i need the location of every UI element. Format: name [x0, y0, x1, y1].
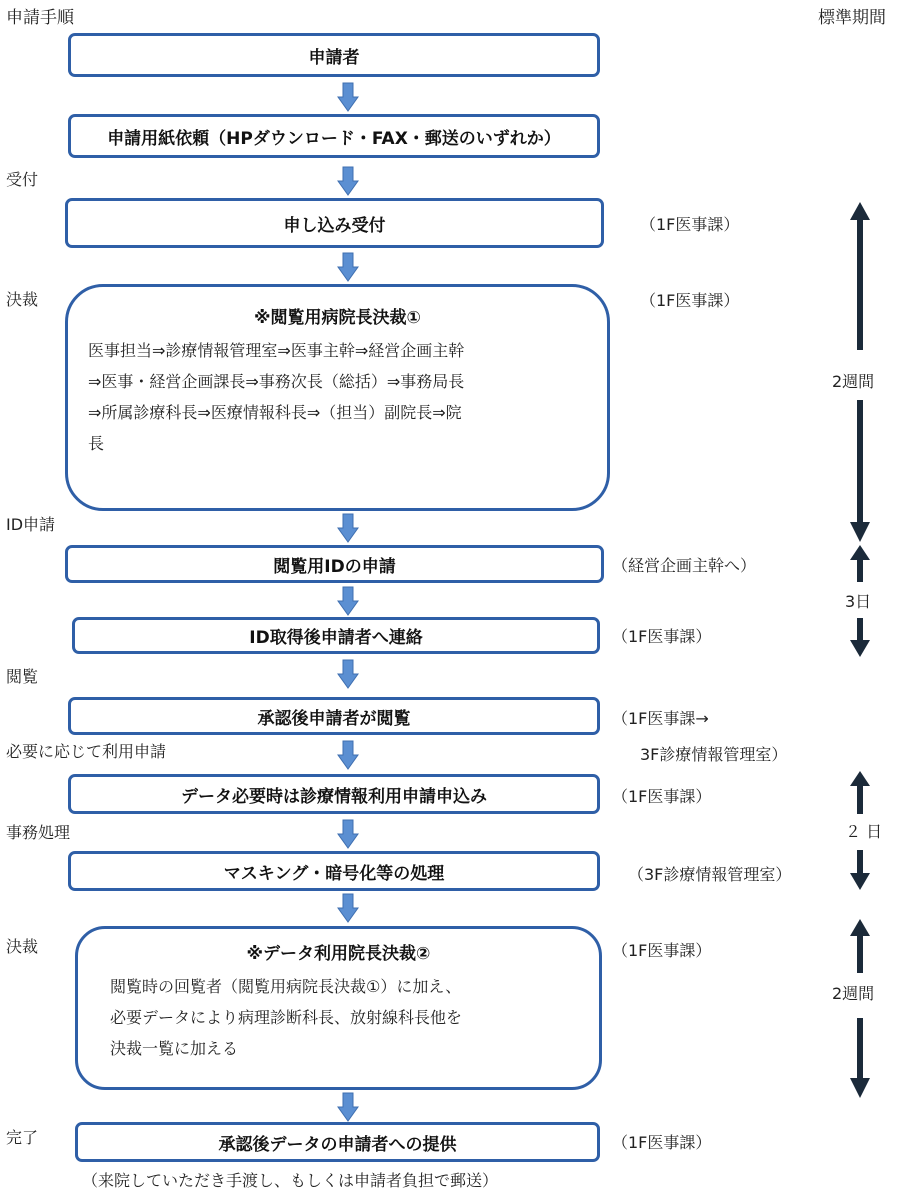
step-id-notify: ID取得後申請者へ連絡 [72, 617, 600, 654]
period-label-2-days: ２ 日 [845, 822, 883, 841]
flow-arrow-6 [337, 659, 359, 689]
stage-label-approval-2: 決裁 [6, 937, 39, 956]
dept-note: （3F診療情報管理室） [628, 865, 792, 884]
period-label-3-days: 3日 [845, 592, 872, 611]
approval-1-line: 長 [88, 434, 105, 453]
period-arrow-down [850, 400, 870, 542]
period-arrow-up [850, 545, 870, 582]
stage-label-approval-1: 決裁 [6, 290, 39, 309]
dept-note: （1F医事課→ [612, 709, 709, 728]
stage-label-viewing: 閲覧 [6, 667, 39, 686]
flow-arrow-2 [337, 166, 359, 196]
step-form-request: 申請用紙依頼（HPダウンロード・FAX・郵送のいずれか） [68, 114, 600, 158]
dept-note: （1F医事課） [612, 787, 712, 806]
flow-arrow-5 [337, 586, 359, 616]
period-label-2-weeks: 2週間 [832, 984, 875, 1003]
approval-1-line: ⇒医事・経営企画課長⇒事務次長（総括）⇒事務局長 [88, 372, 465, 391]
dept-note: （1F医事課） [612, 627, 712, 646]
stage-label-complete: 完了 [6, 1128, 39, 1147]
procedure-header: 申請手順 [6, 8, 74, 28]
delivery-footnote: （来院していただき手渡し、もしくは申請者負担で郵送） [82, 1171, 499, 1190]
stage-label-usage-application: 必要に応じて利用申請 [6, 742, 167, 761]
period-arrow-up [850, 771, 870, 814]
approval-2-box [75, 926, 602, 1090]
step-data-provision: 承認後データの申請者への提供 [75, 1122, 600, 1162]
period-arrow-down [850, 1018, 870, 1098]
approval-2-title: ※データ利用院長決裁② [246, 944, 431, 964]
period-arrows-2-weeks-b [840, 918, 880, 1100]
dept-note: （1F医事課） [612, 1133, 712, 1152]
period-arrow-up [850, 202, 870, 350]
period-header: 標準期間 [818, 8, 886, 28]
flow-arrow-8 [337, 819, 359, 849]
dept-note: （1F医事課） [612, 941, 712, 960]
dept-note: （1F医事課） [640, 291, 740, 310]
period-arrow-down [850, 850, 870, 890]
stage-label-id-application: ID申請 [6, 515, 56, 534]
step-data-request: データ必要時は診療情報利用申請申込み [68, 774, 600, 814]
approval-1-line: ⇒所属診療科長⇒医療情報科長⇒（担当）副院長⇒院 [88, 403, 462, 422]
approval-1-line: 医事担当⇒診療情報管理室⇒医事主幹⇒経営企画主幹 [88, 341, 465, 360]
approval-2-line: 必要データにより病理診断科長、放射線科長他を [110, 1008, 463, 1027]
approval-2-line: 閲覧時の回覧者（閲覧用病院長決裁①）に加え、 [110, 977, 462, 996]
approval-1-title: ※閲覧用病院長決裁① [254, 308, 421, 328]
flow-arrow-9 [337, 893, 359, 923]
dept-note: （1F医事課） [640, 215, 740, 234]
flow-arrow-7 [337, 740, 359, 770]
dept-note: （経営企画主幹へ） [612, 556, 757, 575]
flow-arrow-3 [337, 252, 359, 282]
period-label-2-weeks: 2週間 [832, 372, 875, 391]
stage-label-processing: 事務処理 [6, 823, 71, 842]
step-reception: 申し込み受付 [65, 198, 604, 248]
step-masking: マスキング・暗号化等の処理 [68, 851, 600, 891]
period-arrow-down [850, 618, 870, 657]
flow-arrow-10 [337, 1092, 359, 1122]
approval-2-line: 決裁一覧に加える [110, 1039, 239, 1058]
flow-arrow-4 [337, 513, 359, 543]
dept-note: 3F診療情報管理室） [640, 745, 788, 764]
flow-arrow-1 [337, 82, 359, 112]
stage-label-reception: 受付 [6, 170, 39, 189]
period-arrow-up [850, 919, 870, 973]
step-applicant: 申請者 [68, 33, 600, 77]
step-viewing: 承認後申請者が閲覧 [68, 697, 600, 735]
approval-1-box [65, 284, 610, 511]
step-id-application: 閲覧用IDの申請 [65, 545, 604, 583]
